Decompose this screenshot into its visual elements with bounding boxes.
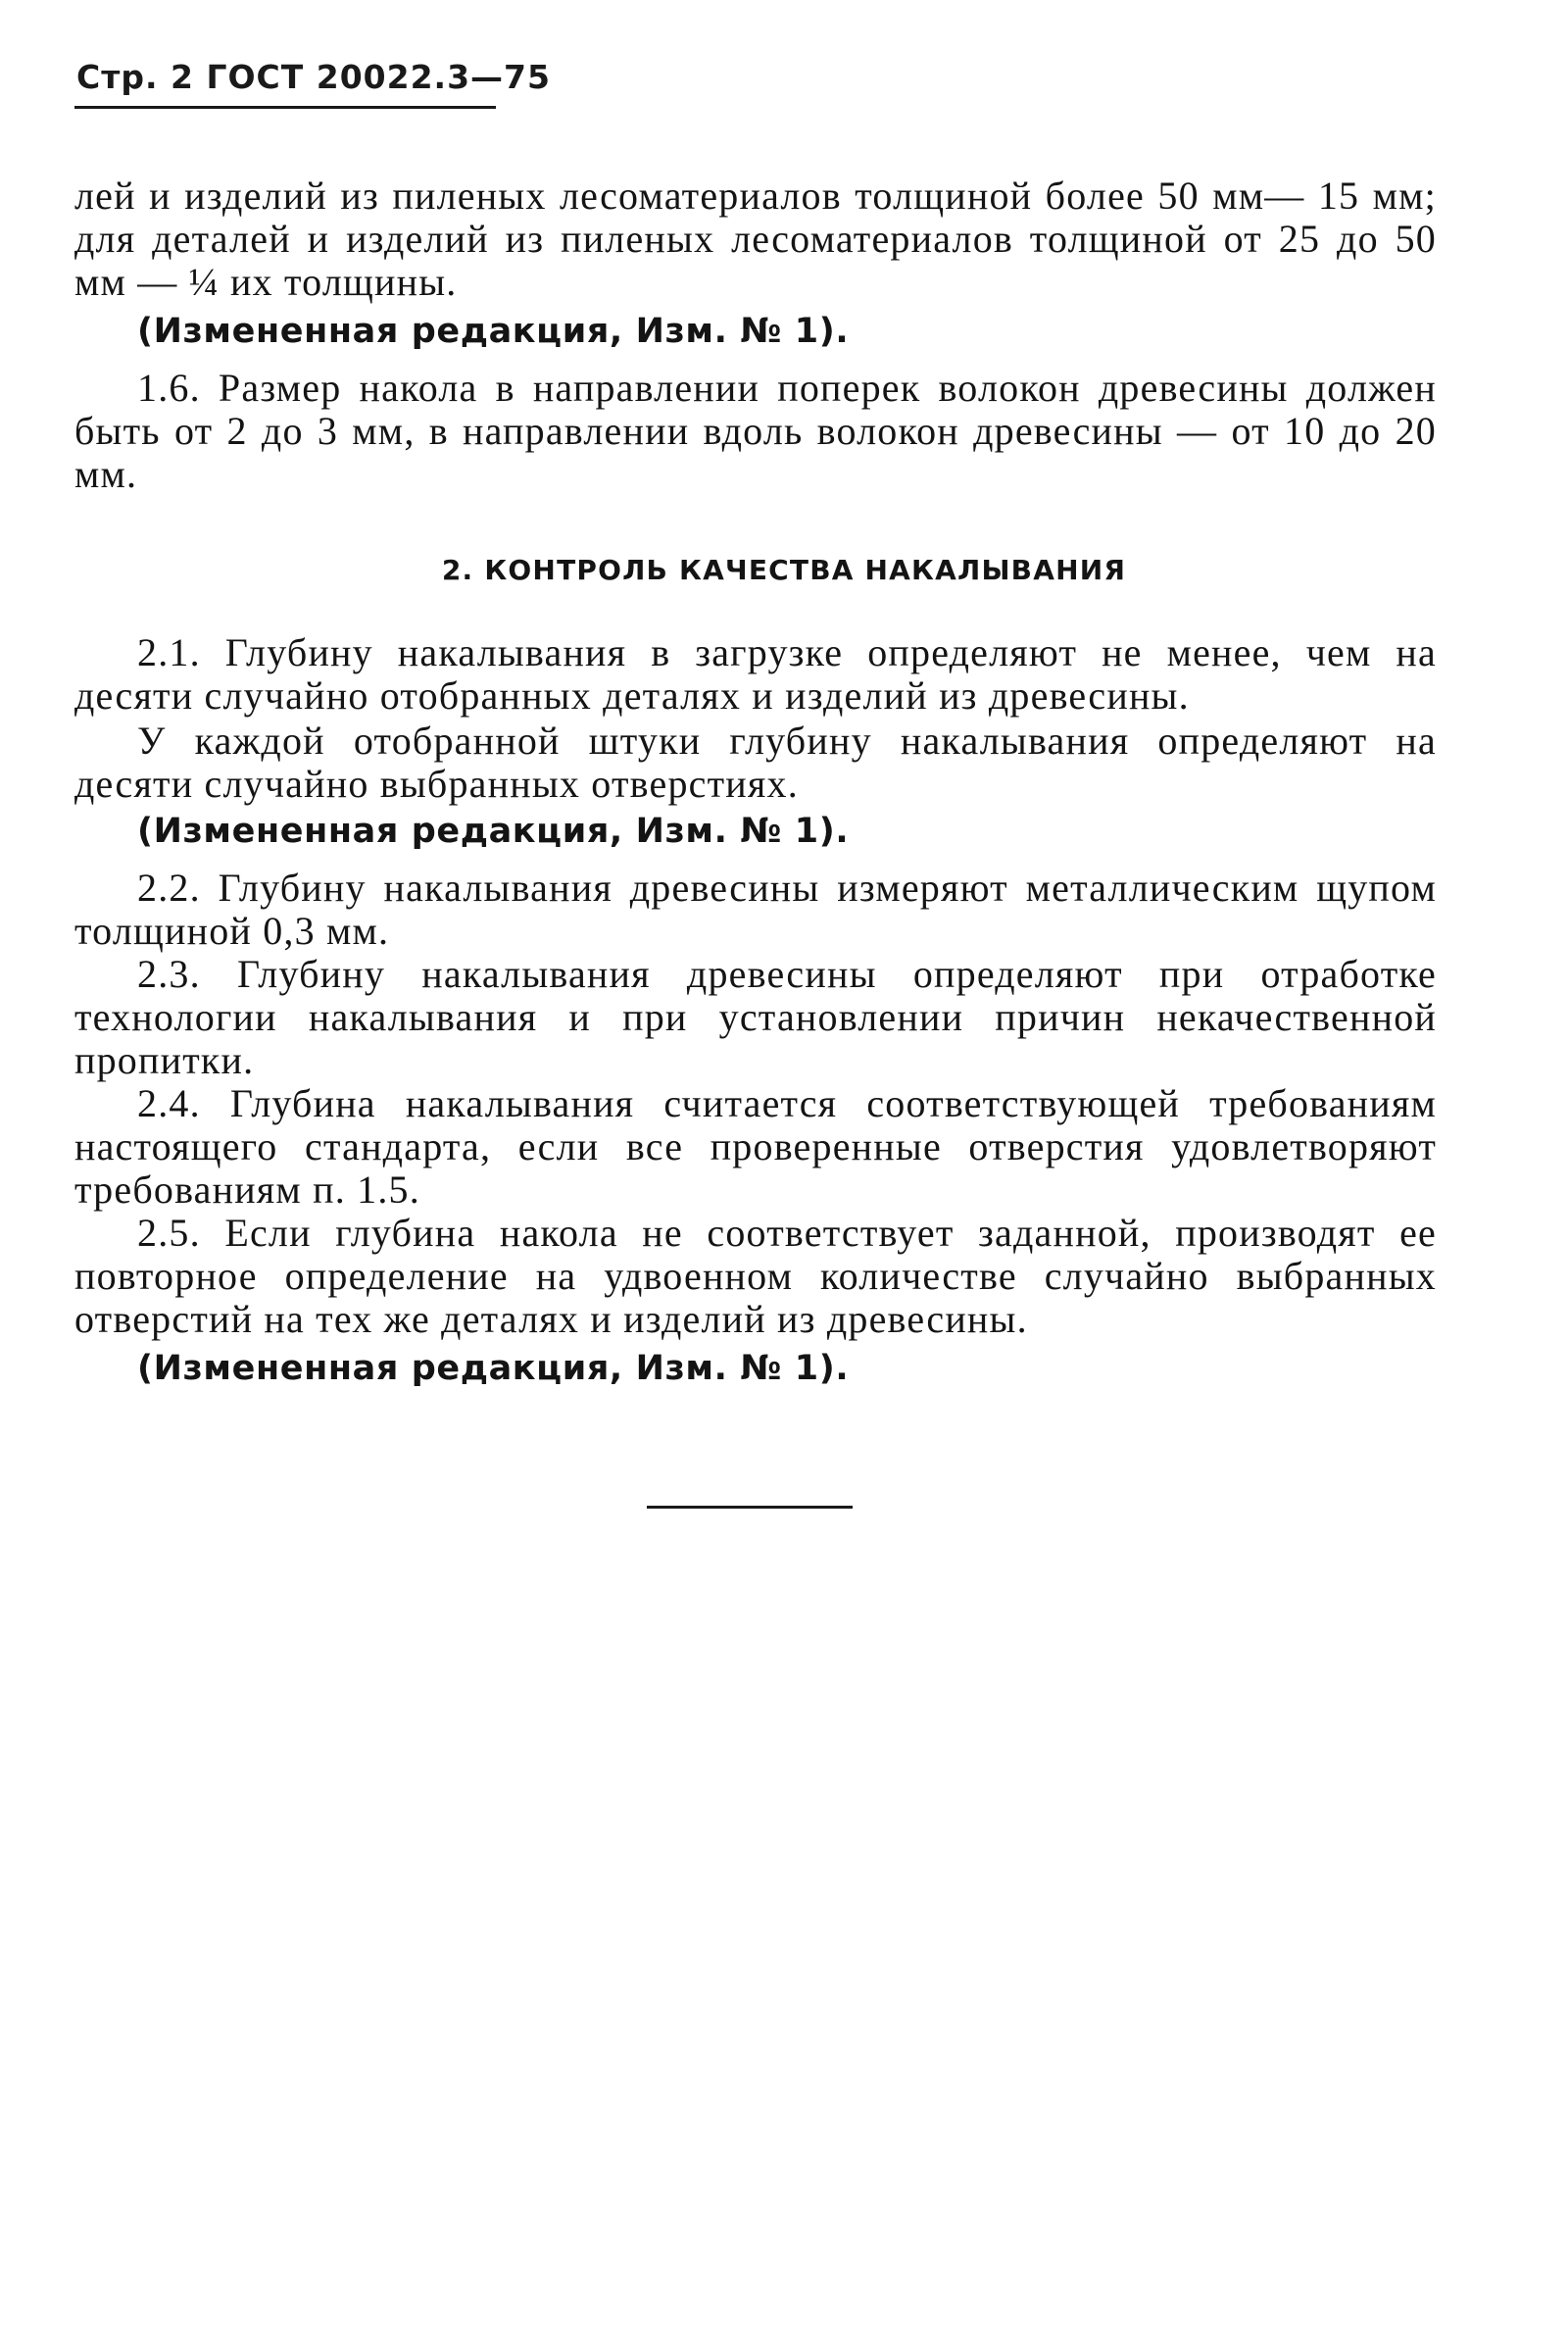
paragraph-2-1: 2.1. Глубину накалывания в загрузке определяют не менее, чем на десяти случайно отобранных деталях и изделий из древесины. xyxy=(74,630,1437,718)
paragraph-1-6: 1.6. Размер накола в направлении поперек волокон древесины должен быть от 2 до 3 мм, в направлении вдоль волокон древесины — от 10 до 20 мм. xyxy=(74,366,1437,496)
section-heading: 2. КОНТРОЛЬ КАЧЕСТВА НАКАЛЫВАНИЯ xyxy=(441,554,1127,586)
paragraph-2-1-continued: У каждой отобранной штуки глубину накалывания определяют на десяти случайно выбранных отверстиях. xyxy=(74,719,1437,806)
paragraph-2-2: 2.2. Глубину накалывания древесины измеряют металлическим щупом толщиной 0,3 мм. xyxy=(74,866,1437,953)
paragraph-continuation: лей и изделий из пиленых лесоматериалов толщиной более 50 мм— 15 мм; для деталей и изделий из пиленых лесоматериалов толщиной от 25 до 50 мм — ¼ их толщины. xyxy=(74,174,1437,304)
amendment-note: (Измененная редакция, Изм. № 1). xyxy=(137,1349,850,1388)
amendment-note: (Измененная редакция, Изм. № 1). xyxy=(137,312,850,351)
paragraph-2-5: 2.5. Если глубина накола не соответствует заданной, производят ее повторное определение на удвоенном количестве случайно выбранных отверстий на тех же деталях и изделий из древесины. xyxy=(74,1211,1437,1341)
header-underline xyxy=(74,106,496,109)
paragraph-2-3: 2.3. Глубину накалывания древесины определяют при отработке технологии накалывания и при установлении причин некачественной пропитки. xyxy=(74,952,1437,1082)
amendment-note: (Измененная редакция, Изм. № 1). xyxy=(137,812,850,851)
end-rule xyxy=(647,1506,853,1509)
page-header: Стр. 2 ГОСТ 20022.3—75 xyxy=(76,58,551,96)
paragraph-2-4: 2.4. Глубина накалывания считается соответствующей требованиям настоящего стандарта, если все проверенные отверстия удовлетворяют требованиям п. 1.5. xyxy=(74,1081,1437,1212)
